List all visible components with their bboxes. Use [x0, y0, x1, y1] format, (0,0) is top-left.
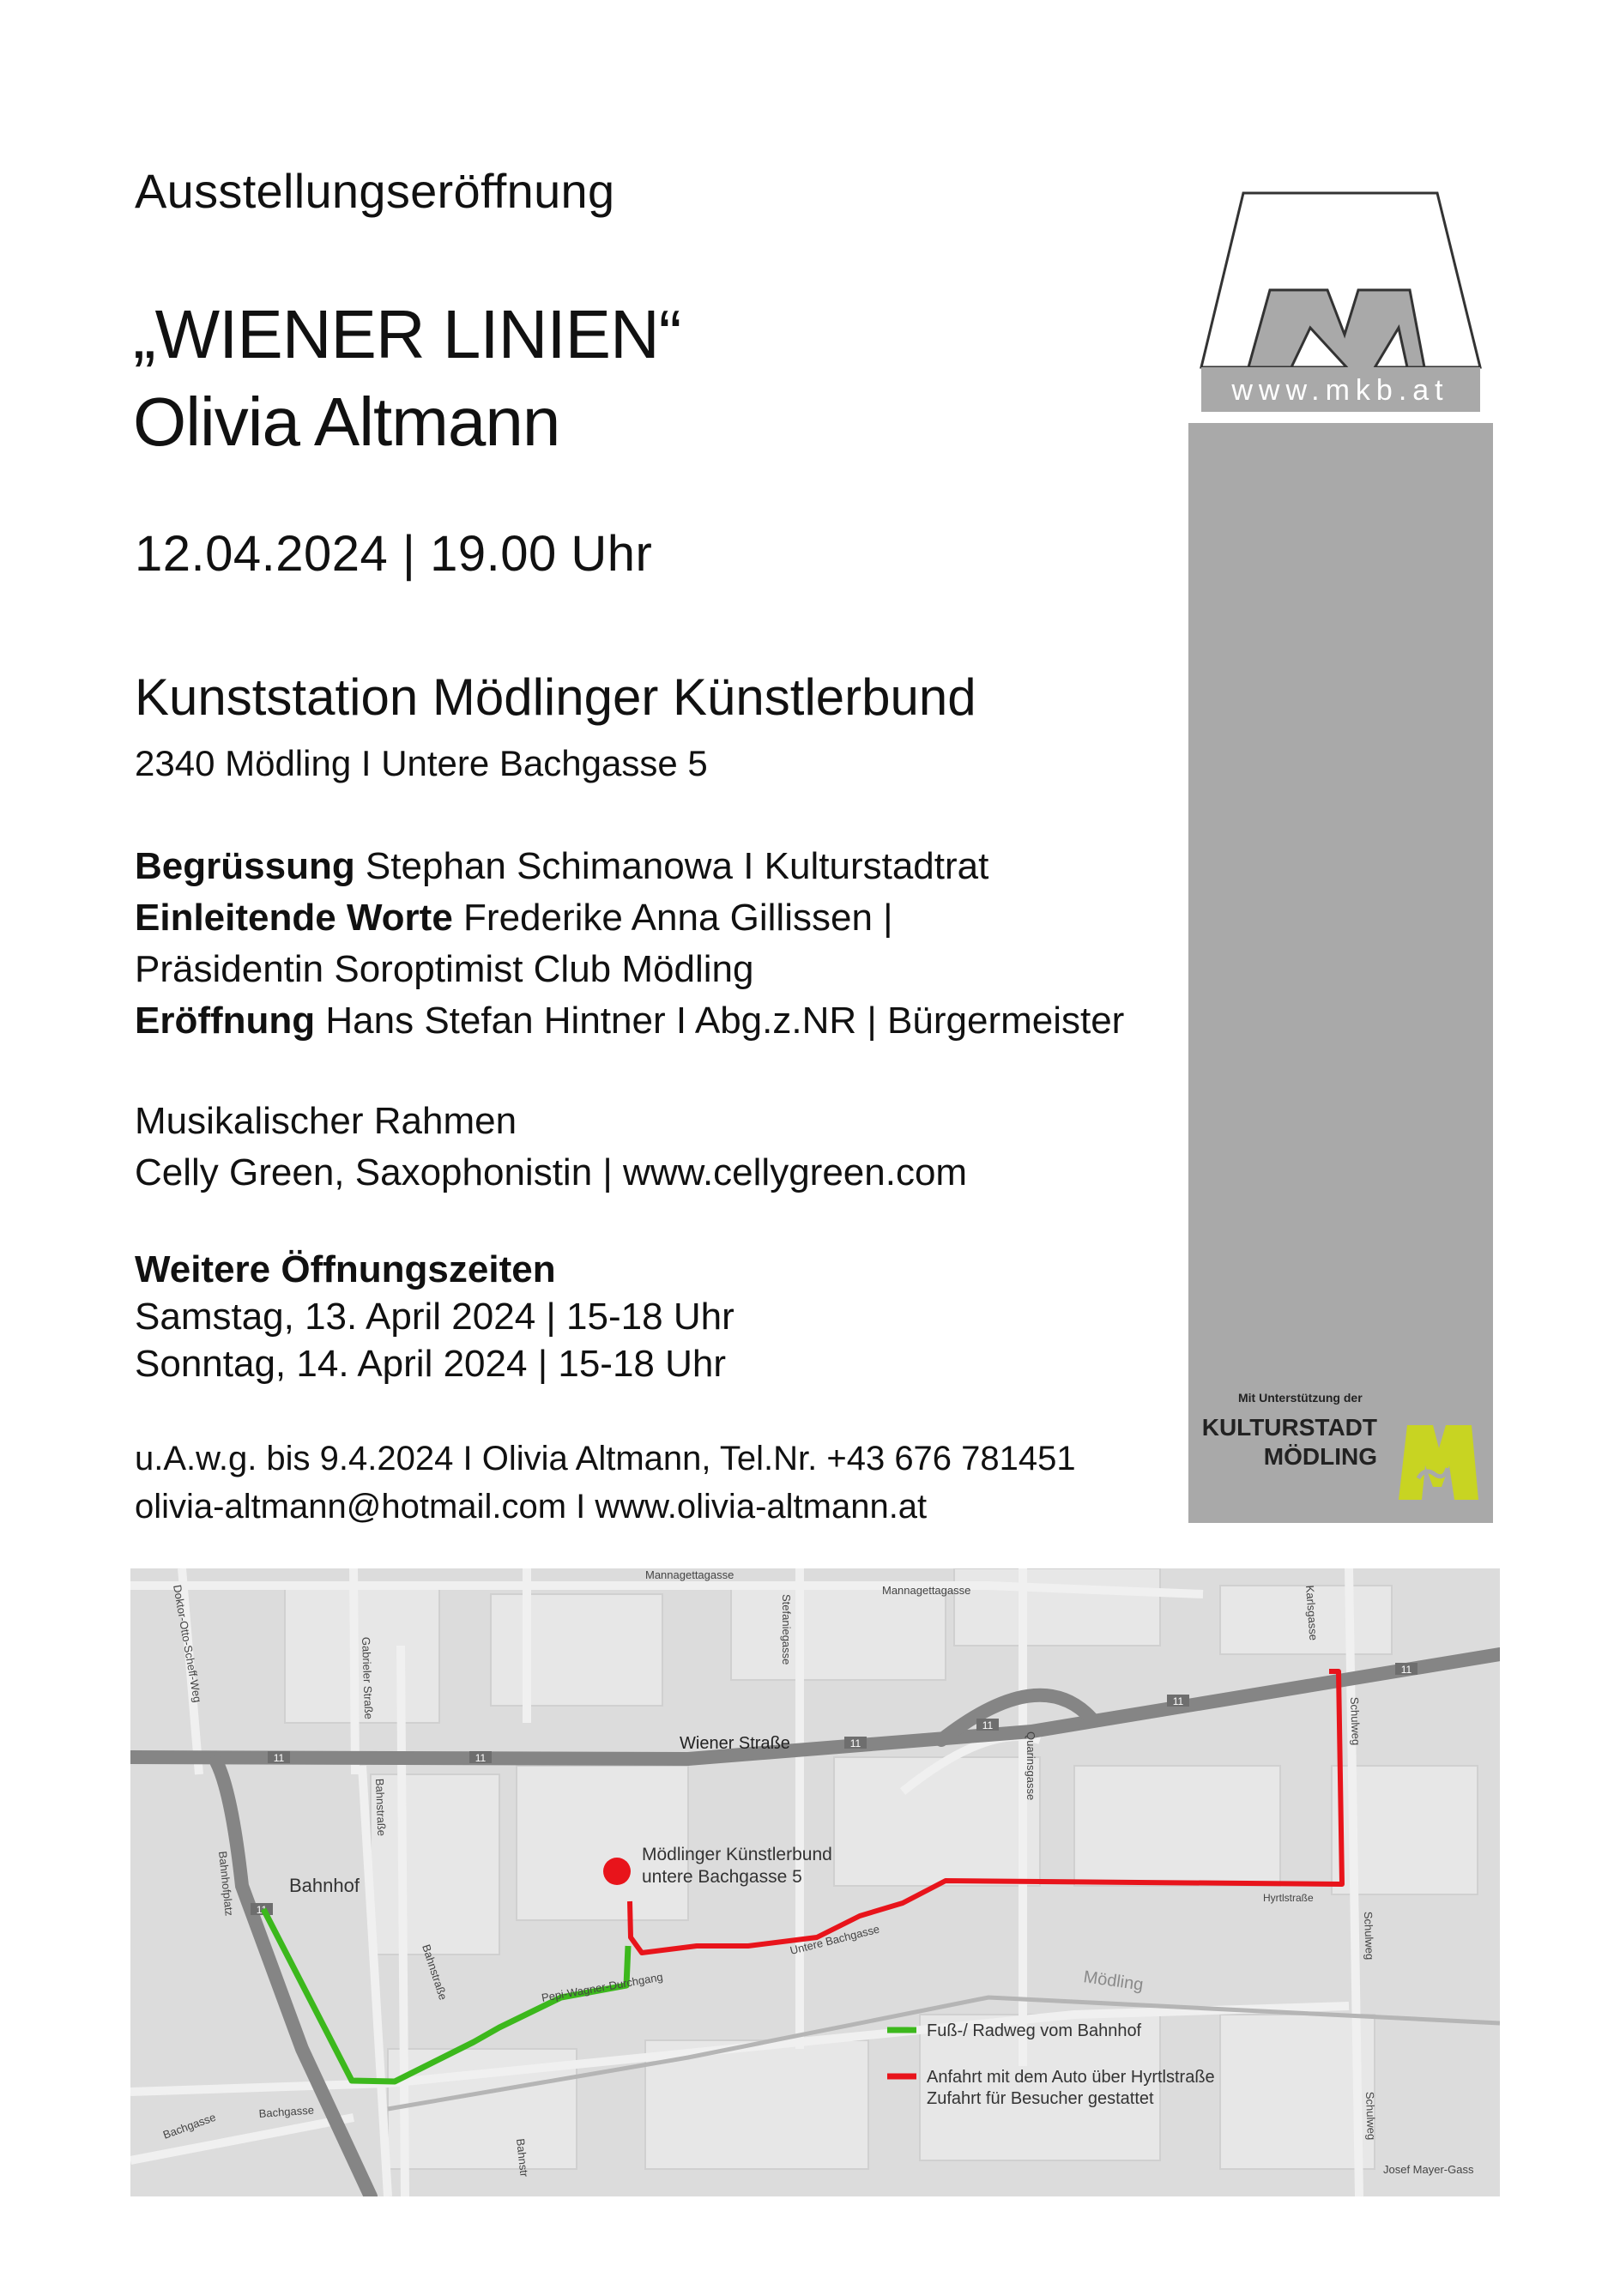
sponsor-m-icon: [1394, 1418, 1480, 1504]
street-label: Mannagettagasse: [645, 1568, 734, 1581]
map-venue-name: Mödlinger Künstlerbund: [642, 1845, 832, 1864]
venue-name: Kunststation Mödlinger Künstlerbund: [135, 668, 976, 726]
music-text: Celly Green, Saxophonistin | www.cellygreen.com: [135, 1151, 968, 1193]
mkb-logo: [1188, 189, 1493, 412]
sponsor-small-text: Mit Unterstützung der: [1238, 1391, 1363, 1405]
route-badge: 11: [982, 1719, 994, 1731]
music-heading: Musikalischer Rahmen: [135, 1100, 517, 1142]
route-badge: 11: [849, 1737, 861, 1749]
map-venue-address: untere Bachgasse 5: [642, 1867, 802, 1887]
program-greeting: [135, 841, 1124, 892]
route-badge: 11: [1172, 1695, 1184, 1707]
sponsor-logo: [1188, 1384, 1493, 1523]
legend-car-note: Zufahrt für Besucher gestattet: [927, 2089, 1154, 2108]
sponsor-line-2: MÖDLING: [1263, 1443, 1377, 1470]
street-label: Quarinsgasse: [1025, 1731, 1037, 1801]
logo-url: www.mkb.at: [1231, 374, 1449, 407]
greeting-text: Stephan Schimanowa I Kulturstadtrat: [354, 845, 989, 887]
hours-heading: Weitere Öffnungszeiten: [135, 1248, 556, 1290]
street-label: Mannagettagasse: [882, 1584, 971, 1597]
page-kicker: Ausstellungseröffnung: [135, 164, 615, 218]
greeting-label: Begrüssung: [135, 845, 355, 887]
street-label: Bahnstraße: [373, 1778, 389, 1837]
street-label: Mödling: [1082, 1967, 1145, 1995]
street-label: Stefaniegasse: [780, 1594, 793, 1665]
music-section: [135, 1096, 967, 1199]
hours-line-2: Sonntag, 14. April 2024 | 15-18 Uhr: [135, 1343, 727, 1385]
street-label: Karlsgasse: [1303, 1585, 1321, 1641]
street-label: Gabrieler Straße: [360, 1636, 376, 1720]
contact-section: [135, 1435, 1076, 1531]
program-list: [135, 841, 1124, 1047]
intro-label: Einleitende Worte: [135, 897, 453, 939]
email-web-line: olivia-altmann@hotmail.com I www.olivia-altmann.at: [135, 1488, 928, 1526]
route-badge: 11: [273, 1752, 285, 1764]
gray-banner: [1188, 423, 1493, 1384]
street-label: Pepi-Wagner-Durchgang: [540, 1970, 664, 2004]
program-opening: [135, 995, 1124, 1047]
opening-text: Hans Stefan Hintner I Abg.z.NR | Bürgermeister: [315, 1000, 1125, 1042]
route-badge: 11: [475, 1752, 487, 1764]
program-intro: [135, 892, 1124, 944]
street-label: Untere Bachgasse: [789, 1922, 881, 1957]
opening-label: Eröffnung: [135, 1000, 316, 1042]
artist-name: Olivia Altmann: [133, 384, 560, 460]
street-label: Bahnstr: [514, 2137, 531, 2178]
street-label: Bahnhofplatz: [216, 1850, 236, 1917]
route-badge: 11: [1400, 1664, 1412, 1676]
street-label: Bachgasse: [160, 2110, 218, 2142]
exhibition-title: „WIENER LINIEN“: [133, 296, 681, 372]
street-label: Schulweg: [1362, 1911, 1376, 1961]
intro-text: Frederike Anna Gillissen |: [452, 897, 893, 939]
route-badge: 11: [256, 1904, 268, 1916]
rsvp-line: u.A.w.g. bis 9.4.2024 I Olivia Altmann, Tel.Nr. +43 676 781451: [135, 1440, 1076, 1477]
sponsor-text: [1201, 1413, 1377, 1471]
legend-walk: Fuß-/ Radweg vom Bahnhof: [927, 2021, 1142, 2040]
program-intro-role: Präsidentin Soroptimist Club Mödling: [135, 948, 754, 990]
street-label: Bahnstraße: [420, 1943, 450, 2002]
map-bahnhof-label: Bahnhof: [289, 1875, 360, 1896]
venue-marker-icon[interactable]: [603, 1858, 631, 1885]
sponsor-line-1: KULTURSTADT: [1201, 1414, 1377, 1441]
street-label: Bachgasse: [258, 2103, 315, 2120]
hours-section: [135, 1246, 734, 1387]
street-label-wiener: Wiener Straße: [680, 1734, 790, 1753]
legend-car: Anfahrt mit dem Auto über Hyrtlstraße: [927, 2068, 1215, 2087]
street-label: Hyrtlstraße: [1263, 1892, 1314, 1904]
hours-line-1: Samstag, 13. April 2024 | 15-18 Uhr: [135, 1296, 734, 1338]
street-label: Doktor-Otto-Scheff-Weg: [171, 1583, 204, 1704]
street-label: Josef Mayer-Gass: [1383, 2163, 1474, 2176]
venue-address: 2340 Mödling I Untere Bachgasse 5: [135, 743, 708, 783]
street-label: Schulweg: [1363, 2091, 1378, 2141]
location-map[interactable]: [130, 1568, 1500, 2196]
street-label: Schulweg: [1348, 1696, 1363, 1746]
date-time: 12.04.2024 | 19.00 Uhr: [135, 526, 653, 582]
